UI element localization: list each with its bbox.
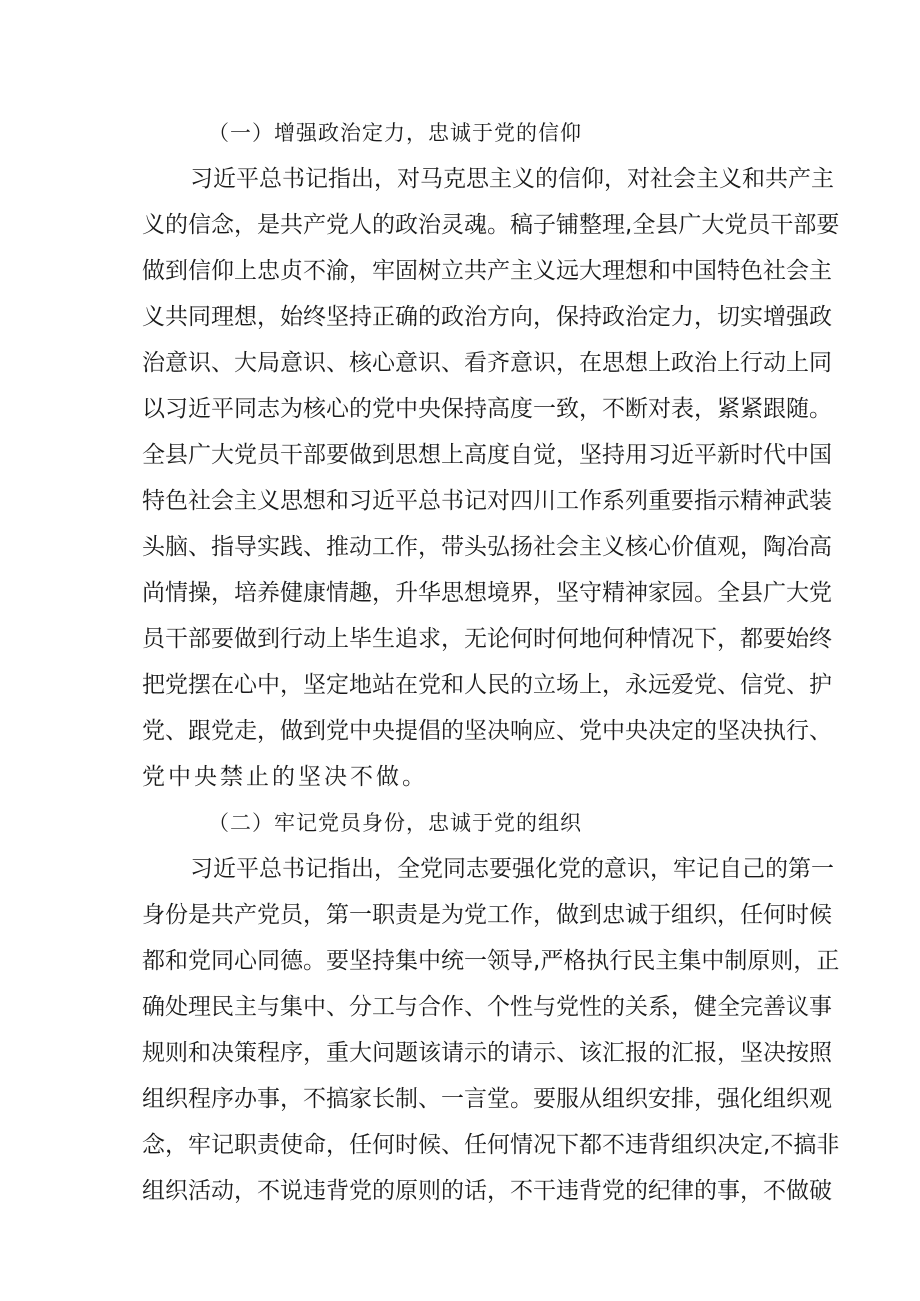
- paragraph-line: 组 织 程 序 办 事 ， 不 搞 家 长 制 、 一 言 堂 。 要 服 从 组 织 安 排 ， 强 化 组 织 观: [142, 1086, 832, 1112]
- paragraph-line: 习 近 平 总 书 记 指 出 ， 对 马 克 思 主 义 的 信 仰 ， 对 社 会 主 义 和 共 产 主: [190, 166, 834, 192]
- paragraph-line: 身 份 是 共 产 党 员 ， 第 一 职 责 是 为 党 工 作 ， 做 到 忠 诚 于 组 织 ， 任 何 时 候: [142, 902, 832, 928]
- paragraph-line: 规 则 和 决 策 程 序 ， 重 大 问 题 该 请 示 的 请 示 、 该 汇 报 的 汇 报 ， 坚 决 按 照: [142, 1040, 832, 1066]
- paragraph-line: 特 色 社 会 主 义 思 想 和 习 近 平 总 书 记 对 四 川 工 作 系 列 重 要 指 示 精 神 武 装: [142, 488, 832, 514]
- paragraph-line: 把 党 摆 在 心 中 ， 坚 定 地 站 在 党 和 人 民 的 立 场 上 ， 永 远 爱 党 、 信 党 、 护: [142, 672, 832, 698]
- paragraph-line: 习 近 平 总 书 记 指 出 ， 全 党 同 志 要 强 化 党 的 意 识 ， 牢 记 自 己 的 第 一: [190, 856, 834, 882]
- paragraph-line: 全 县 广 大 党 员 干 部 要 做 到 思 想 上 高 度 自 觉 ， 坚 持 用 习 近 平 新 时 代 中 国: [142, 442, 832, 468]
- paragraph-line: 义 共 同 理 想 ， 始 终 坚 持 正 确 的 政 治 方 向 ， 保 持 政 治 定 力 ， 切 实 增 强 政: [142, 304, 832, 330]
- section-heading-2: （二）牢记党员身份，忠诚于党的组织: [208, 811, 582, 835]
- paragraph-line: 治 意 识 、 大 局 意 识 、 核 心 意 识 、 看 齐 意 识 ， 在 思 想 上 政 治 上 行 动 上 同: [142, 350, 832, 376]
- paragraph-line: 义 的 信 念 ， 是 共 产 党 人 的 政 治 灵 魂 。 稿 子 铺 整 理 , 全 县 广 大 党 员 干 部 要: [142, 212, 840, 238]
- paragraph-line: 都 和 党 同 心 同 德 。 要 坚 持 集 中 统 一 领 导 , 严 格 执 行 民 主 集 中 制 原 则 ， 正: [142, 948, 840, 974]
- paragraph-line: 员 干 部 要 做 到 行 动 上 毕 生 追 求 ， 无 论 何 时 何 地 何 种 情 况 下 ， 都 要 始 终: [142, 626, 832, 652]
- paragraph-line: 确 处 理 民 主 与 集 中 、 分 工 与 合 作 、 个 性 与 党 性 的 关 系 ， 健 全 完 善 议 事: [142, 994, 832, 1020]
- paragraph-line: 做 到 信 仰 上 忠 贞 不 渝 ， 牢 固 树 立 共 产 主 义 远 大 理 想 和 中 国 特 色 社 会 主: [142, 258, 832, 284]
- paragraph-line: 头 脑 、 指 导 实 践 、 推 动 工 作 ， 带 头 弘 扬 社 会 主 义 核 心 价 值 观 ， 陶 冶 高: [142, 534, 832, 560]
- paragraph-line: 以 习 近 平 同 志 为 核 心 的 党 中 央 保 持 高 度 一 致 ， 不 断 对 表 ， 紧 紧 跟 随 。: [142, 396, 832, 422]
- paragraph-line: 党中央禁止的坚决不做。: [142, 764, 428, 790]
- paragraph-line: 党 、 跟 党 走 ， 做 到 党 中 央 提 倡 的 坚 决 响 应 、 党 中 央 决 定 的 坚 决 执 行 、: [142, 718, 832, 744]
- paragraph-line: 念 ， 牢 记 职 责 使 命 ， 任 何 时 候 、 任 何 情 况 下 都 不 违 背 组 织 决 定 , 不 搞 非: [142, 1132, 840, 1158]
- paragraph-line: 组 织 活 动 ， 不 说 违 背 党 的 原 则 的 话 ， 不 干 违 背 党 的 纪 律 的 事 ， 不 做 破: [142, 1178, 832, 1204]
- paragraph-line: 尚 情 操 ， 培 养 健 康 情 趣 ， 升 华 思 想 境 界 ， 坚 守 精 神 家 园 。 全 县 广 大 党: [142, 580, 832, 606]
- section-heading-1: （一）增强政治定力，忠诚于党的信仰: [208, 121, 582, 145]
